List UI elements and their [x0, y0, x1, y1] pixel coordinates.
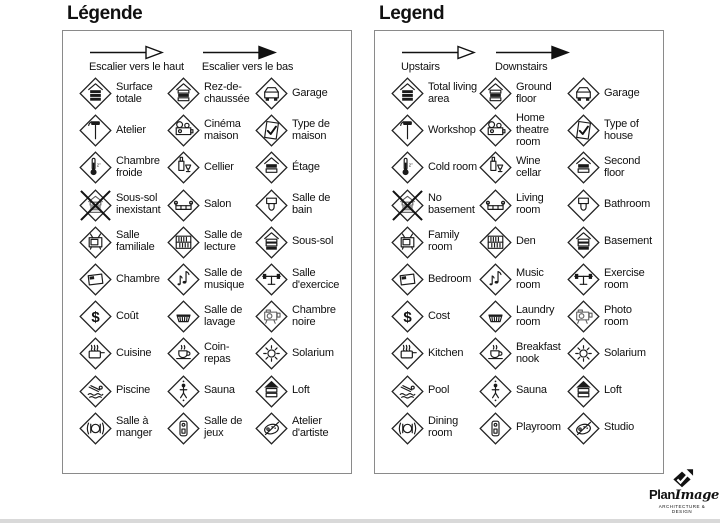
downstairs-arrow-group: [202, 45, 293, 73]
studio-icon: [567, 412, 600, 445]
home-theatre-icon: [167, 114, 200, 147]
sauna-icon: [167, 375, 200, 408]
legend-item: [255, 300, 343, 333]
legend-item-label: Studio: [604, 421, 634, 434]
legend-item: [167, 114, 255, 147]
legend-item-label: Type of house: [604, 117, 639, 142]
legend-item: [391, 412, 479, 445]
legend-item-label: Pool: [428, 384, 450, 397]
legend-item-label: Sauna: [516, 384, 547, 397]
legend-item: [479, 113, 567, 149]
legend-item: [391, 375, 479, 408]
legend-grid-french: [79, 75, 349, 447]
legend-item: [391, 337, 479, 370]
breakfast-nook-icon: [479, 337, 512, 370]
legend-item: [567, 375, 655, 408]
legend-item: [567, 114, 655, 147]
legend-item: [167, 300, 255, 333]
total-living-area-icon: [79, 77, 112, 110]
living-room-icon: [479, 189, 512, 222]
legend-item: [79, 114, 167, 147]
legend-item-label: Solarium: [604, 346, 646, 359]
legend-item: [567, 337, 655, 370]
legend-item-label: Wine cellar: [516, 155, 542, 179]
legend-item-label: Salle de lecture: [204, 229, 243, 254]
garage-icon: [567, 77, 600, 110]
planimage-logo: [649, 468, 719, 514]
legend-item: [567, 77, 655, 110]
downstairs-arrow-label: Downstairs: [495, 61, 548, 73]
legend-item: [167, 226, 255, 259]
legend-item: [479, 77, 567, 110]
legend-item: [167, 412, 255, 445]
legend-item-label: Sauna: [204, 384, 235, 397]
legend-item: [391, 77, 479, 110]
legend-item-label: Salle d'exercice: [292, 266, 340, 291]
legend-item-label: Salle de jeux: [204, 415, 243, 440]
legend-item: [167, 375, 255, 408]
music-room-icon: [167, 263, 200, 296]
legend-item: [255, 226, 343, 259]
legend-item: [479, 263, 567, 296]
total-living-area-icon: [391, 77, 424, 110]
legend-item-label: Salle de bain: [292, 192, 331, 217]
legend-item-label: Bathroom: [604, 198, 651, 211]
dining-room-icon: [79, 412, 112, 445]
legend-item-label: Bedroom: [428, 272, 472, 285]
downstairs-arrow-group: [495, 45, 571, 73]
legend-item: [479, 189, 567, 222]
no-basement-icon: [391, 189, 424, 222]
basement-icon: [255, 226, 288, 259]
laundry-room-icon: [479, 300, 512, 333]
legend-item-label: Type de maison: [292, 117, 330, 142]
family-room-icon: [391, 226, 424, 259]
upstairs-arrow-group: [89, 45, 184, 73]
music-room-icon: [479, 263, 512, 296]
page-bottom-edge: [0, 519, 720, 523]
solarium-icon: [255, 337, 288, 370]
pool-icon: [391, 375, 424, 408]
bedroom-icon: [79, 263, 112, 296]
legend-item-label: Den: [516, 235, 536, 248]
legend-item: [79, 337, 167, 370]
legend-item: [391, 151, 479, 184]
legend-item: [479, 412, 567, 445]
downstairs-arrow-label: Escalier vers le bas: [201, 61, 294, 73]
wine-cellar-icon: [167, 151, 200, 184]
legend-item-label: Rez-de-chaussée: [204, 80, 250, 105]
legend-item: [255, 412, 343, 445]
legend-item: [479, 300, 567, 333]
legend-item: [567, 226, 655, 259]
bedroom-icon: [391, 263, 424, 296]
legend-item-label: Total living area: [428, 80, 477, 105]
legend-item-label: Cost: [428, 309, 450, 322]
legend-item-label: Cinéma maison: [204, 117, 241, 142]
solarium-icon: [567, 337, 600, 370]
legend-item: [567, 412, 655, 445]
stairs-arrows-french: [89, 45, 349, 73]
second-floor-icon: [567, 151, 600, 184]
legend-item-label: Loft: [604, 384, 622, 397]
legend-item-label: Living room: [516, 192, 544, 217]
legend-item: [167, 77, 255, 110]
legend-item-label: Surface totale: [116, 80, 153, 105]
living-room-icon: [167, 189, 200, 222]
photo-room-icon: [567, 300, 600, 333]
logo-subtitle: ARCHITECTURE & DESIGN: [658, 504, 706, 514]
legend-item-label: Étage: [292, 161, 320, 174]
legend-panel-english: [374, 3, 676, 474]
legend-item-label: Piscine: [116, 384, 151, 397]
legend-item: [255, 151, 343, 184]
legend-item: [79, 263, 167, 296]
legend-item-label: Ground floor: [516, 80, 552, 105]
legend-grid-english: [391, 75, 661, 447]
legend-item-label: Cellier: [204, 161, 234, 174]
legend-item-label: Basement: [604, 235, 652, 248]
legend-item-label: Atelier: [116, 123, 146, 136]
legend-item-label: Salle à manger: [116, 415, 153, 440]
dining-room-icon: [391, 412, 424, 445]
pool-icon: [79, 375, 112, 408]
legend-item: [479, 375, 567, 408]
legend-item-label: Chambre froide: [116, 155, 160, 179]
legend-item: [255, 114, 343, 147]
legend-item-label: Exercise room: [604, 266, 645, 291]
svg-text:2°: 2°: [96, 162, 101, 168]
legend-box-english: [374, 30, 664, 474]
studio-icon: [255, 412, 288, 445]
home-theatre-icon: [479, 114, 512, 147]
legend-item-label: Salon: [204, 198, 232, 211]
legend-item: [567, 300, 655, 333]
no-basement-icon: [79, 189, 112, 222]
bathroom-icon: [567, 189, 600, 222]
legend-item: [167, 189, 255, 222]
garage-icon: [255, 77, 288, 110]
legend-item-label: Sous-sol inexistant: [116, 192, 161, 217]
cold-room-icon: [391, 151, 424, 184]
logo-brand-bold: Plan: [649, 486, 675, 502]
legend-item: [79, 412, 167, 445]
svg-text:2°: 2°: [408, 162, 413, 168]
legend-item-label: Solarium: [292, 346, 334, 359]
legend-item-label: Cuisine: [116, 346, 152, 359]
breakfast-nook-icon: [167, 337, 200, 370]
legend-item: [479, 226, 567, 259]
legend-item: [79, 375, 167, 408]
legend-item-label: Garage: [292, 86, 328, 99]
legend-item: [391, 226, 479, 259]
legend-item-label: No basement: [428, 192, 475, 217]
legend-item: [79, 77, 167, 110]
legend-item: [391, 300, 479, 333]
legend-item: [167, 151, 255, 184]
legend-item-label: Salle familiale: [116, 229, 155, 254]
legend-item-label: Sous-sol: [292, 235, 334, 248]
exercise-room-icon: [255, 263, 288, 296]
legend-item-label: Playroom: [516, 421, 561, 434]
legend-item-label: Dining room: [428, 415, 458, 440]
legend-item-label: Home theatre room: [516, 111, 549, 148]
upstairs-arrow-group: [401, 45, 477, 73]
legend-item-label: Salle de lavage: [204, 303, 243, 328]
panel-title-french: Légende: [67, 3, 143, 24]
exercise-room-icon: [567, 263, 600, 296]
downstairs-arrow-icon: [202, 45, 278, 60]
legend-item-label: Photo room: [604, 303, 632, 328]
legend-item-label: Breakfast nook: [516, 341, 561, 365]
cost-icon: [391, 300, 424, 333]
workshop-icon: [391, 114, 424, 147]
legend-item: [567, 151, 655, 184]
legend-item: [479, 151, 567, 184]
second-floor-icon: [255, 151, 288, 184]
panel-title-english: Legend: [379, 3, 445, 24]
bathroom-icon: [255, 189, 288, 222]
legend-item-label: Loft: [292, 384, 310, 397]
ground-floor-icon: [167, 77, 200, 110]
legend-item: [255, 77, 343, 110]
svg-text:$: $: [403, 309, 412, 327]
svg-text:$: $: [91, 309, 100, 327]
legend-item-label: Coût: [116, 309, 139, 322]
planimage-logo-text: [649, 486, 719, 503]
legend-item-label: Salle de musique: [204, 266, 245, 291]
legend-panel-french: [62, 3, 364, 474]
legend-item: [255, 263, 343, 296]
downstairs-arrow-icon: [495, 45, 571, 60]
legend-item-label: Family room: [428, 229, 460, 254]
legend-item-label: Garage: [604, 86, 640, 99]
legend-item-label: Music room: [516, 266, 544, 291]
legend-item: [79, 300, 167, 333]
legend-item: [391, 263, 479, 296]
legend-item-label: Second floor: [604, 155, 641, 179]
cold-room-icon: [79, 151, 112, 184]
legend-item: [167, 337, 255, 370]
legend-item-label: Workshop: [428, 123, 476, 136]
laundry-room-icon: [167, 300, 200, 333]
photo-room-icon: [255, 300, 288, 333]
loft-icon: [567, 375, 600, 408]
legend-item: [255, 375, 343, 408]
kitchen-icon: [79, 337, 112, 370]
house-type-icon: [255, 114, 288, 147]
upstairs-arrow-icon: [89, 45, 165, 60]
legend-item: [567, 263, 655, 296]
upstairs-arrow-label: Escalier vers le haut: [89, 61, 184, 73]
legend-item: [567, 189, 655, 222]
wine-cellar-icon: [479, 151, 512, 184]
legend-item: [79, 151, 167, 184]
ground-floor-icon: [479, 77, 512, 110]
legend-item-label: Atelier d'artiste: [292, 415, 329, 440]
legend-item-label: Laundry room: [516, 303, 555, 328]
basement-icon: [567, 226, 600, 259]
legend-item: [255, 337, 343, 370]
legend-item: [255, 189, 343, 222]
legend-item: [479, 337, 567, 370]
legend-item-label: Kitchen: [428, 346, 464, 359]
playroom-icon: [167, 412, 200, 445]
den-icon: [479, 226, 512, 259]
legend-item-label: Chambre: [116, 272, 160, 285]
workshop-icon: [79, 114, 112, 147]
legend-item-label: Cold room: [428, 161, 477, 174]
legend-item: [79, 226, 167, 259]
loft-icon: [255, 375, 288, 408]
cost-icon: [79, 300, 112, 333]
den-icon: [167, 226, 200, 259]
legend-item-label: Chambre noire: [292, 303, 336, 328]
upstairs-arrow-icon: [401, 45, 477, 60]
playroom-icon: [479, 412, 512, 445]
stairs-arrows-english: [401, 45, 661, 73]
logo-brand-italic: Image: [674, 487, 719, 503]
legend-item: [167, 263, 255, 296]
legend-box-french: [62, 30, 352, 474]
legend-item: [391, 189, 479, 222]
sauna-icon: [479, 375, 512, 408]
kitchen-icon: [391, 337, 424, 370]
legend-item: [79, 189, 167, 222]
house-type-icon: [567, 114, 600, 147]
legend-item: [391, 114, 479, 147]
upstairs-arrow-label: Upstairs: [401, 61, 440, 73]
family-room-icon: [79, 226, 112, 259]
legend-item-label: Coin-repas: [204, 341, 231, 365]
